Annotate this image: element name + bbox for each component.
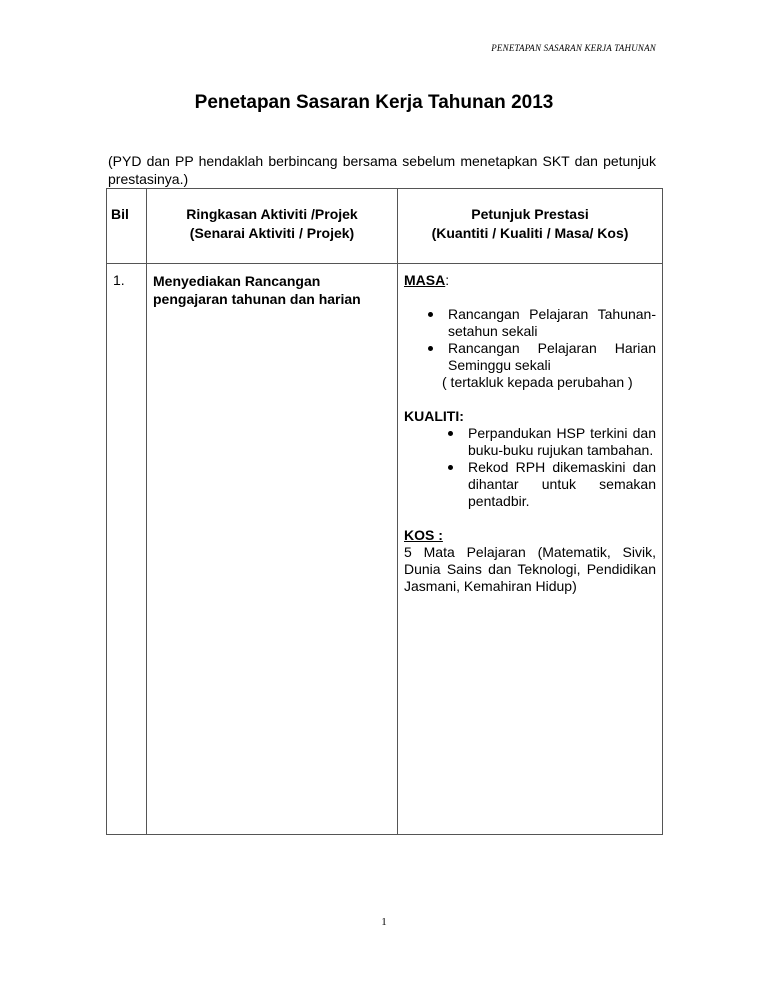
masa-list bbox=[404, 306, 656, 374]
masa-heading: MASA bbox=[404, 272, 446, 288]
kualiti-heading: KUALITI: bbox=[404, 408, 464, 424]
document-title: Penetapan Sasaran Kerja Tahunan 2013 bbox=[194, 92, 554, 113]
kos-text: 5 Mata Pelajaran (Matematik, Sivik, Dunia Sains dan Teknologi, Pendidikan Jasmani, Kemahiran Hidup) bbox=[404, 544, 656, 594]
skt-table bbox=[106, 188, 663, 835]
intro-paragraph: (PYD dan PP hendaklah berbincang bersama sebelum menetapkan SKT dan petunjuk prestasinya.) bbox=[108, 153, 656, 187]
page-number: 1 bbox=[381, 916, 387, 928]
list-item: Rekod RPH dikemaskini dan dihantar untuk semakan pentadbir. bbox=[404, 459, 656, 510]
header-activity-line1: Ringkasan Aktiviti /Projek bbox=[186, 206, 358, 222]
masa-section bbox=[404, 272, 656, 289]
row-indicator bbox=[398, 264, 663, 835]
kos-heading: KOS : bbox=[404, 527, 443, 543]
header-bil: Bil bbox=[107, 189, 147, 264]
list-item: Perpandukan HSP terkini dan buku-buku rujukan tambahan. bbox=[404, 425, 656, 459]
list-item: Rancangan Pelajaran Tahunan-setahun sekali bbox=[404, 306, 656, 340]
header-indicator bbox=[398, 189, 663, 264]
masa-heading-colon: : bbox=[445, 272, 450, 288]
list-item: Rancangan Pelajaran Harian Seminggu sekali bbox=[404, 340, 656, 374]
header-activity bbox=[147, 189, 398, 264]
masa-note: ( tertakluk kepada perubahan ) bbox=[442, 374, 633, 390]
table-row bbox=[107, 264, 663, 835]
table-header-row bbox=[107, 189, 663, 264]
running-header: PENETAPAN SASARAN KERJA TAHUNAN bbox=[491, 43, 656, 53]
row-activity: Menyediakan Rancangan pengajaran tahunan dan harian bbox=[147, 264, 398, 835]
header-indicator-line2: (Kuantiti / Kualiti / Masa/ Kos) bbox=[431, 225, 629, 241]
header-indicator-line1: Petunjuk Prestasi bbox=[471, 206, 589, 222]
row-bil: 1. bbox=[107, 264, 147, 835]
header-activity-line2: (Senarai Aktiviti / Projek) bbox=[189, 225, 355, 241]
kualiti-list bbox=[404, 425, 656, 510]
